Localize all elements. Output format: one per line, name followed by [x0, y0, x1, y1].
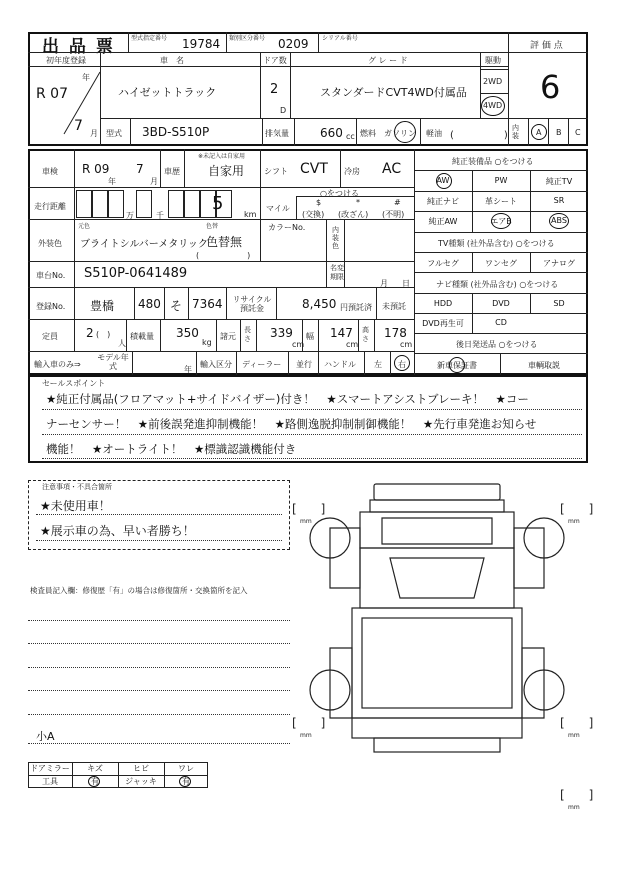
- fuel-gasoline-circle: [394, 121, 416, 143]
- divider: [508, 32, 509, 146]
- divider: [414, 293, 588, 294]
- interior-a[interactable]: A: [536, 128, 542, 137]
- reg-class: 480: [138, 297, 161, 311]
- sales-line-2: ナーセンサー！ ★前後誤発進抑制機能！ ★路側逸脱抑制制御機能！ ★先行車発進お知らせ: [46, 417, 537, 431]
- divider: [326, 219, 327, 287]
- divider: [528, 118, 529, 146]
- first-reg-year: R 07: [36, 86, 68, 102]
- first-reg-month: 7: [74, 118, 83, 134]
- unknown-label[interactable]: (不明): [382, 210, 405, 219]
- divider: [318, 319, 319, 351]
- rule: [28, 667, 290, 668]
- name-change-day: 日: [402, 279, 410, 288]
- shift-label: シフト: [264, 167, 288, 176]
- navi-sd[interactable]: SD: [553, 299, 565, 308]
- divider: [290, 52, 291, 118]
- load-value: 350: [176, 326, 199, 340]
- divider: [414, 170, 588, 171]
- score-label: 評 価 点: [530, 41, 563, 51]
- divider: [28, 351, 414, 352]
- divider: [420, 118, 421, 146]
- gatsu-label: 月: [90, 129, 98, 138]
- first-reg-label: 初年度登録: [46, 56, 86, 65]
- divider: [28, 261, 326, 262]
- swap-symbol: $: [316, 198, 322, 207]
- capacity-label: 定員: [42, 332, 58, 341]
- sales-line-1: ★純正付属品(フロアマット+サイドバイザー)付き！ ★スマートアシストブレーキ！ ★コー: [46, 392, 529, 406]
- divider: [414, 272, 588, 273]
- recycle-label: リサイクル預託金: [232, 295, 272, 313]
- reg-area: 豊橋: [90, 299, 115, 313]
- divider: [548, 118, 549, 146]
- handle-right-circle: [394, 355, 410, 371]
- drive-2wd: 2WD: [483, 77, 503, 86]
- doors-value: 2: [270, 82, 279, 97]
- navi-hdd[interactable]: HDD: [433, 299, 453, 308]
- divider: [288, 351, 289, 375]
- km-unit: km: [244, 210, 257, 219]
- color-label: 外装色: [38, 239, 62, 248]
- drive-4wd[interactable]: 4WD: [483, 101, 503, 110]
- legend-tools-circle: [88, 776, 100, 787]
- cd-option[interactable]: CD: [495, 318, 507, 327]
- divider: [196, 351, 197, 375]
- later-manual[interactable]: 車輌取説: [528, 361, 560, 370]
- height-value: 178: [384, 326, 407, 340]
- width-value: 147: [330, 326, 353, 340]
- divider: [568, 118, 569, 146]
- equip-airbag-circle: [491, 213, 511, 229]
- legend-jack: ジャッキ: [125, 777, 157, 786]
- tv-title: TV種類 (社外品含む) ○をつける: [438, 239, 555, 248]
- divider: [358, 319, 359, 351]
- divider: [414, 353, 588, 354]
- divider: [130, 118, 131, 146]
- divider: [126, 319, 127, 351]
- legend-jack-value[interactable]: 有: [182, 777, 190, 786]
- class-no: 0209: [278, 37, 309, 51]
- divider: [480, 93, 508, 94]
- navi-dvd[interactable]: DVD: [492, 299, 510, 308]
- history-label: 車歴: [164, 167, 180, 176]
- divider: [28, 219, 414, 220]
- ac-value: AC: [382, 161, 402, 177]
- tv-oneseg[interactable]: ワンセグ: [485, 259, 517, 268]
- rule: [36, 514, 282, 515]
- notes-line-2: ★展示車の為、早い者勝ち！: [40, 524, 195, 538]
- divider: [356, 118, 357, 146]
- color-type-value: 色替無: [206, 235, 243, 249]
- handle-left[interactable]: 左: [374, 360, 382, 369]
- mile-label: マイル: [266, 204, 290, 213]
- serial-label: シリアル番号: [322, 35, 358, 42]
- tread-bracket-spare: [ ]: [560, 788, 594, 802]
- sales-point-label: セールスポイント: [42, 379, 106, 388]
- tread-mm-fr: mm: [568, 518, 580, 525]
- rule: [28, 620, 290, 621]
- divider: [344, 219, 345, 287]
- handle-right[interactable]: 右: [398, 360, 406, 369]
- divider: [376, 287, 377, 319]
- divider: [236, 351, 237, 375]
- divider: [226, 287, 227, 319]
- model-year-label: モデル年式: [97, 353, 129, 371]
- divider: [260, 187, 261, 219]
- rule: [36, 540, 282, 541]
- tv-fullseg[interactable]: フルセグ: [427, 259, 459, 268]
- notes-line-1: ★未使用車！: [40, 499, 111, 513]
- capacity-unit: 人: [118, 339, 126, 348]
- divider: [164, 287, 165, 319]
- equip-abs-circle: [549, 213, 569, 229]
- height-unit: cm: [400, 340, 413, 349]
- tread-mm-fl: mm: [300, 518, 312, 525]
- height-label: 高さ: [362, 326, 369, 343]
- divider: [414, 232, 588, 233]
- reg-kana: そ: [170, 299, 183, 313]
- legend-tools-value[interactable]: 有: [91, 777, 99, 786]
- car-name: ハイゼットトラック: [118, 86, 217, 99]
- divider: [318, 32, 319, 52]
- equip-aw-circle: [436, 173, 452, 189]
- later-warranty-circle: [449, 357, 465, 373]
- insp-nen: 年: [108, 177, 116, 186]
- rule: [28, 690, 290, 691]
- interior-b[interactable]: B: [556, 128, 562, 137]
- divider: [414, 313, 588, 314]
- rule: [42, 458, 582, 459]
- import-label: 輸入車のみ⇒: [34, 360, 81, 369]
- color-type-bracket: ( ): [196, 251, 251, 260]
- tread-bracket-rl: [ ]: [292, 716, 326, 730]
- grade-value: スタンダードCVT4WD付属品: [320, 86, 467, 99]
- divider: [188, 287, 189, 319]
- equip-airbag[interactable]: エアB: [490, 217, 512, 226]
- doors-label: ドア数: [263, 56, 287, 65]
- divider: [184, 149, 185, 187]
- size-label: 諸元: [220, 332, 236, 341]
- displacement-label: 排気量: [265, 129, 289, 138]
- equip-navi[interactable]: 純正ナビ: [427, 197, 459, 206]
- import-type-label: 輸入区分: [200, 360, 232, 369]
- load-unit: kg: [202, 338, 212, 347]
- divider: [480, 69, 508, 70]
- circle-note: ○をつける: [320, 189, 359, 198]
- divider: [296, 196, 297, 219]
- divider: [160, 319, 161, 351]
- legend-break: ワレ: [178, 764, 194, 773]
- divider: [74, 149, 75, 351]
- colorno-label: カラーNo.: [268, 223, 306, 232]
- rule: [28, 714, 290, 715]
- tv-analog[interactable]: アナログ: [543, 259, 575, 268]
- later-warranty[interactable]: 新車保証書: [437, 361, 477, 370]
- recycle-value: 8,450: [302, 297, 337, 311]
- divider: [100, 118, 508, 119]
- legend-tools: 工具: [42, 777, 58, 786]
- fuel-bracket: ( ): [450, 130, 508, 141]
- legend-jack-circle: [179, 776, 191, 787]
- name-change-label: 名変期限: [330, 264, 344, 281]
- divider: [390, 351, 391, 375]
- dvd-playable[interactable]: DVD再生可: [422, 319, 464, 328]
- model-label: 型式: [106, 129, 122, 138]
- evaluation-score: 6: [540, 68, 561, 106]
- class-no-label: 類別区分番号: [229, 35, 266, 42]
- divider: [128, 32, 129, 52]
- equip-pw[interactable]: PW: [494, 176, 508, 185]
- divider: [296, 196, 414, 197]
- model-year-unit: 年: [184, 365, 192, 374]
- handle-label: ハンドル: [324, 360, 356, 369]
- divider: [256, 319, 257, 351]
- divider: [414, 252, 588, 253]
- name-change-month: 月: [380, 279, 388, 288]
- model-value: 3BD-S510P: [142, 125, 210, 139]
- tread-mm-rl: mm: [300, 732, 312, 739]
- width-unit: cm: [346, 340, 359, 349]
- vehicle-diagram: [290, 478, 590, 808]
- tread-mm-rr: mm: [568, 732, 580, 739]
- vin-value: S510P-0641489: [84, 266, 188, 281]
- cc-label: cc: [346, 132, 355, 141]
- color-value: ブライトシルバーメタリック: [80, 239, 208, 250]
- legend-crack: ヒビ: [133, 764, 149, 773]
- rule: [28, 643, 290, 644]
- doors-d: D: [280, 106, 287, 115]
- divider: [374, 319, 375, 351]
- parallel-option[interactable]: 並行: [296, 360, 312, 369]
- divider: [134, 287, 135, 319]
- divider: [302, 319, 303, 351]
- color-orig-label: 元色: [78, 223, 91, 230]
- equip-tv[interactable]: 純正TV: [545, 177, 573, 186]
- interior-label: 内装: [512, 124, 519, 140]
- divider: [364, 351, 365, 375]
- equip-abs[interactable]: ABS: [551, 216, 567, 225]
- divider: [340, 149, 341, 187]
- divider: [508, 118, 588, 119]
- fuel-label: 燃料: [360, 129, 376, 138]
- divider: [226, 32, 227, 52]
- legend-scratch: キズ: [87, 764, 103, 773]
- divider: [28, 287, 414, 288]
- tread-mm-spare: mm: [568, 804, 580, 811]
- divider: [260, 149, 261, 187]
- tread-bracket-rr: [ ]: [560, 716, 594, 730]
- notes-label: 注意事項・不具合箇所: [42, 483, 112, 491]
- divider: [414, 333, 588, 334]
- drive-label: 駆動: [485, 56, 501, 65]
- divider: [132, 351, 133, 375]
- divider: [318, 351, 319, 375]
- fuel-gasoline[interactable]: ガソリン: [384, 129, 416, 138]
- divider: [240, 319, 241, 351]
- equip-genuine-aw[interactable]: 純正AW: [428, 217, 458, 226]
- equip-aw[interactable]: AW: [436, 176, 450, 185]
- displacement-value: 660: [320, 126, 343, 140]
- swap-label[interactable]: (交換): [302, 210, 325, 219]
- drive-4wd-circle: [481, 96, 505, 116]
- vin-label: 車台No.: [36, 271, 66, 280]
- type-no: 19784: [182, 37, 221, 51]
- inspection-label: 車検: [42, 167, 58, 176]
- shift-value: CVT: [300, 161, 328, 177]
- grade-label: グ レ ー ド: [368, 56, 408, 65]
- inspection-year: R 09: [82, 162, 110, 176]
- insp-gatsu: 月: [150, 177, 158, 186]
- dealer-option[interactable]: ディーラー: [242, 360, 282, 369]
- later-title: 後日発送品 ○をつける: [456, 340, 538, 349]
- rule: [42, 409, 582, 410]
- divider: [216, 319, 217, 351]
- divider: [28, 66, 508, 67]
- form-title: 出 品 票: [42, 37, 115, 57]
- divider: [262, 118, 263, 146]
- interior-c[interactable]: C: [575, 128, 581, 137]
- inspector-signature: 小A: [36, 730, 55, 743]
- divider: [414, 191, 588, 192]
- rule: [28, 743, 290, 744]
- divider: [414, 211, 588, 212]
- tread-bracket-fr: [ ]: [560, 502, 594, 516]
- tread-bracket-fl: [ ]: [292, 502, 326, 516]
- load-label: 積載量: [130, 332, 154, 341]
- mileage-label: 走行距離: [34, 202, 66, 211]
- mileage-value: 5: [212, 193, 224, 214]
- length-unit: cm: [292, 340, 305, 349]
- tamper-label[interactable]: (改ざん): [338, 210, 369, 219]
- interior-a-circle: [531, 124, 547, 140]
- inspection-month: 7: [136, 162, 144, 176]
- sales-line-3: 機能！ ★オートライト！ ★標識認識機能付き: [46, 442, 297, 456]
- length-value: 339: [270, 326, 293, 340]
- unknown-symbol: #: [394, 198, 401, 207]
- divider: [276, 287, 277, 319]
- interior-color-label: 内装色: [332, 226, 339, 250]
- navi-title: ナビ種類 (社外品含む) ○をつける: [436, 280, 559, 289]
- capacity-bracket: ( ): [96, 330, 111, 339]
- divider: [508, 52, 588, 53]
- width-label: 幅: [306, 332, 314, 341]
- divider: [28, 319, 414, 320]
- nen-label: 年: [82, 73, 90, 82]
- legend-mirror: ドアミラー: [30, 764, 70, 773]
- equip-title: 純正装備品 ○をつける: [452, 157, 534, 166]
- divider: [160, 149, 161, 187]
- equip-leather[interactable]: 革シート: [485, 197, 517, 206]
- not-deposited[interactable]: 未預託: [382, 302, 406, 311]
- recycle-unit: 円預託済: [340, 303, 372, 312]
- reg-label: 登録No.: [36, 302, 66, 311]
- type-no-label: 型式指定番号: [131, 35, 168, 42]
- tamper-symbol: *: [356, 198, 360, 207]
- divider: [260, 52, 261, 118]
- divider: [260, 219, 261, 261]
- color-type-label: 色替: [206, 223, 219, 230]
- divider: [294, 118, 295, 146]
- capacity-value: 2: [86, 326, 94, 340]
- length-label: 長さ: [244, 326, 251, 343]
- car-name-label: 車 名: [160, 56, 184, 65]
- rule: [42, 434, 582, 435]
- equip-sr[interactable]: SR: [553, 196, 565, 205]
- divider: [326, 261, 414, 262]
- history-value: 自家用: [208, 164, 245, 178]
- man-unit: 万: [126, 211, 134, 220]
- fuel-diesel[interactable]: 軽油: [426, 129, 442, 138]
- reg-number: 7364: [192, 297, 223, 311]
- inspector-label: 検査員記入欄：修復歴「有」の場合は修復箇所・交換箇所を記入: [30, 586, 248, 595]
- history-note: ※未記入は自家用: [198, 153, 246, 160]
- sen-unit: 千: [156, 211, 164, 220]
- ac-label: 冷房: [344, 167, 360, 176]
